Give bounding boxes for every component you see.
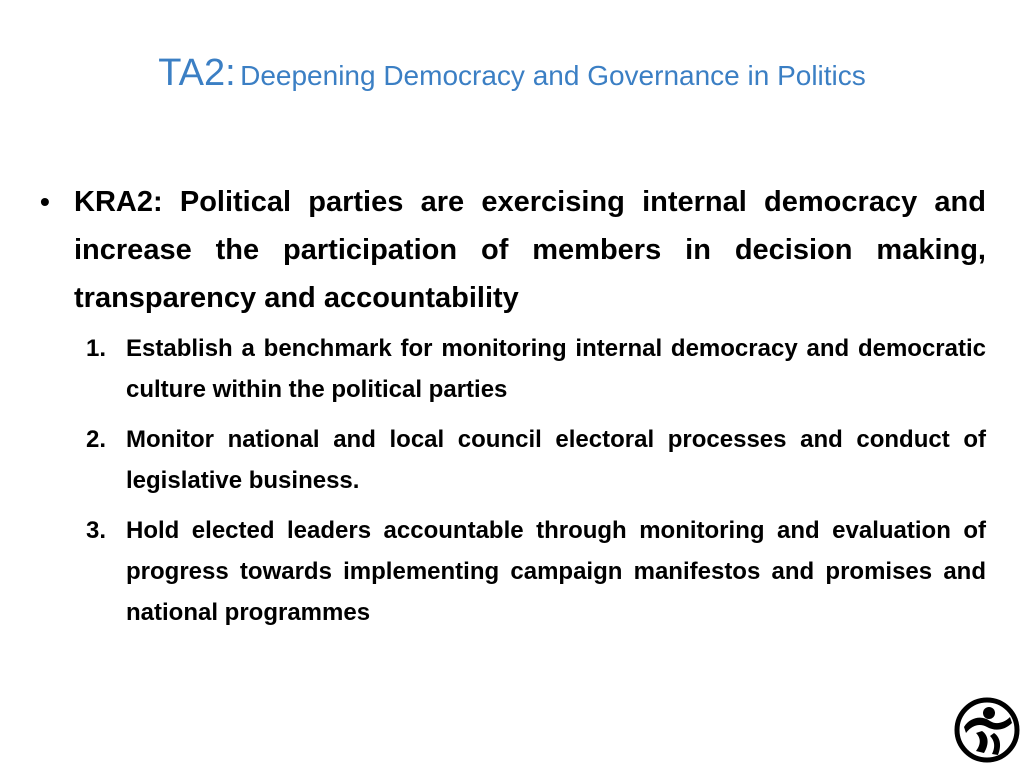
list-item-number: 2.	[86, 426, 107, 453]
title-prefix: TA2:	[158, 52, 236, 94]
transparency-logo-icon	[954, 697, 1020, 763]
list-item-text: Hold elected leaders accountable through monitoring and evaluation of progress towards implementing campaign manifestos and promises and national programmes	[126, 517, 986, 626]
main-bullet	[40, 178, 986, 322]
list-item-text: Monitor national and local council electoral processes and conduct of legislative business.	[126, 426, 986, 494]
list-item	[86, 419, 986, 501]
list-item	[86, 328, 986, 410]
numbered-list	[40, 328, 986, 633]
list-item	[86, 510, 986, 633]
list-item-number: 3.	[86, 517, 107, 544]
list-item-number: 1.	[86, 335, 107, 362]
bullet-mark: •	[40, 186, 50, 217]
title-rest: Deepening Democracy and Governance in Politics	[240, 60, 866, 91]
slide-title	[0, 52, 1024, 95]
slide-content	[40, 178, 986, 642]
main-bullet-text: KRA2: Political parties are exercising internal democracy and increase the participation of members in decision making, transparency and accountability	[74, 186, 986, 314]
list-item-text: Establish a benchmark for monitoring internal democracy and democratic culture within the political parties	[126, 335, 986, 403]
